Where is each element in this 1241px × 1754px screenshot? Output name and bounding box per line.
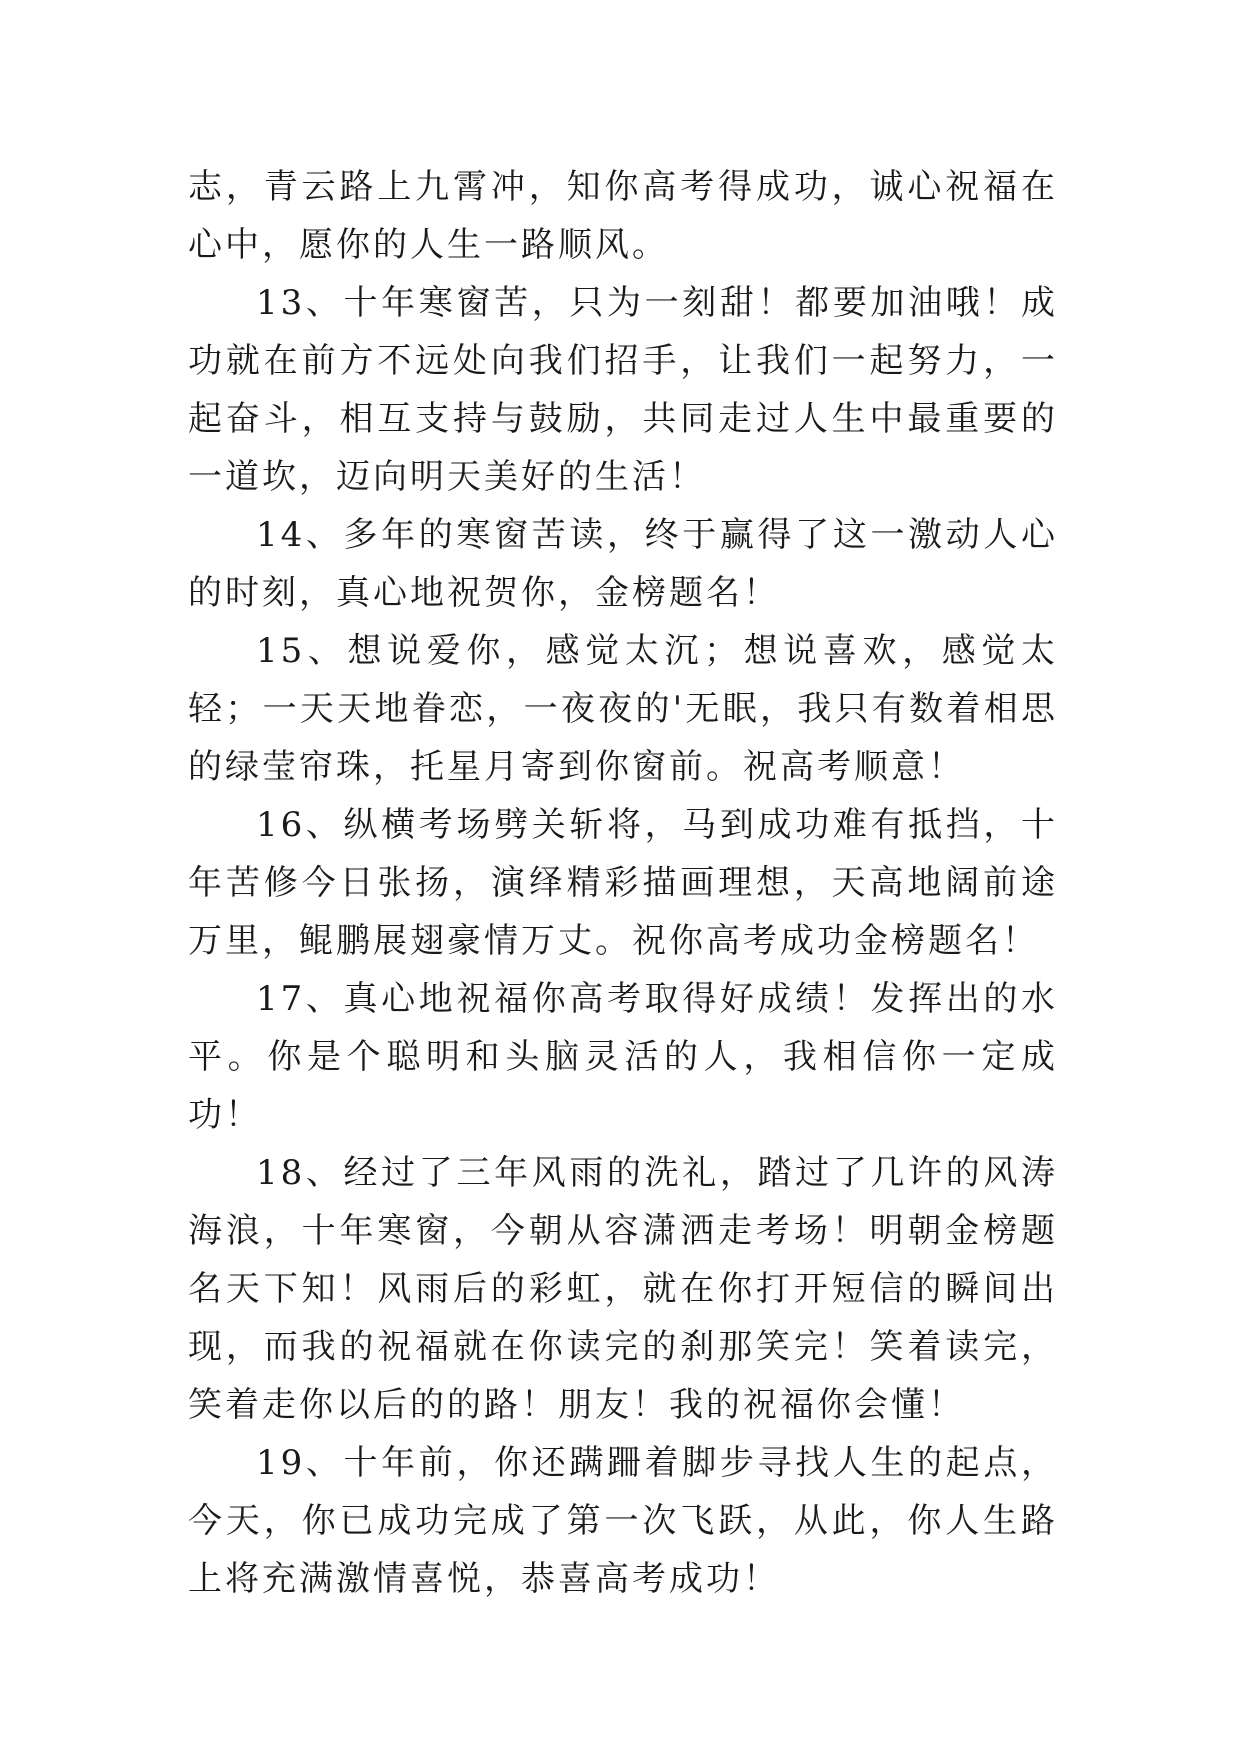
paragraph-14: 14、多年的寒窗苦读，终于赢得了这一激动人心的时刻，真心地祝贺你，金榜题名！: [188, 515, 1058, 613]
paragraph-18: 18、经过了三年风雨的洗礼，踏过了几许的风涛海浪，十年寒窗，今朝从容潇洒走考场！明朝金榜题名天下知！风雨后的彩虹，就在你打开短信的瞬间出现，而我的祝福就在你读完的刹那笑完！笑着读完，笑着走你以后的的路！朋友！我的祝福你会懂！: [188, 1153, 1058, 1425]
paragraph-16: 16、纵横考场劈关斩将，马到成功难有抵挡，十年苦修今日张扬，演绎精彩描画理想，天高地阔前途万里，鲲鹏展翅豪情万丈。祝你高考成功金榜题名！: [188, 805, 1058, 961]
paragraph-17: 17、真心地祝福你高考取得好成绩！发挥出的水平。你是个聪明和头脑灵活的人，我相信你一定成功！: [188, 979, 1058, 1135]
paragraph-15: 15、想说爱你，感觉太沉；想说喜欢，感觉太轻；一天天地眷恋，一夜夜的'无眠，我只有数着相思的绿莹帘珠，托星月寄到你窗前。祝高考顺意！: [188, 631, 1058, 787]
paragraph-19: 19、十年前，你还蹒跚着脚步寻找人生的起点，今天，你已成功完成了第一次飞跃，从此，你人生路上将充满激情喜悦，恭喜高考成功！: [188, 1443, 1058, 1599]
paragraph-continuation: 志，青云路上九霄冲，知你高考得成功，诚心祝福在心中，愿你的人生一路顺风。: [188, 167, 1058, 265]
paragraph-13: 13、十年寒窗苦，只为一刻甜！都要加油哦！成功就在前方不远处向我们招手，让我们一起努力，一起奋斗，相互支持与鼓励，共同走过人生中最重要的一道坎，迈向明天美好的生活！: [188, 283, 1058, 497]
document-body: [188, 158, 1058, 1608]
